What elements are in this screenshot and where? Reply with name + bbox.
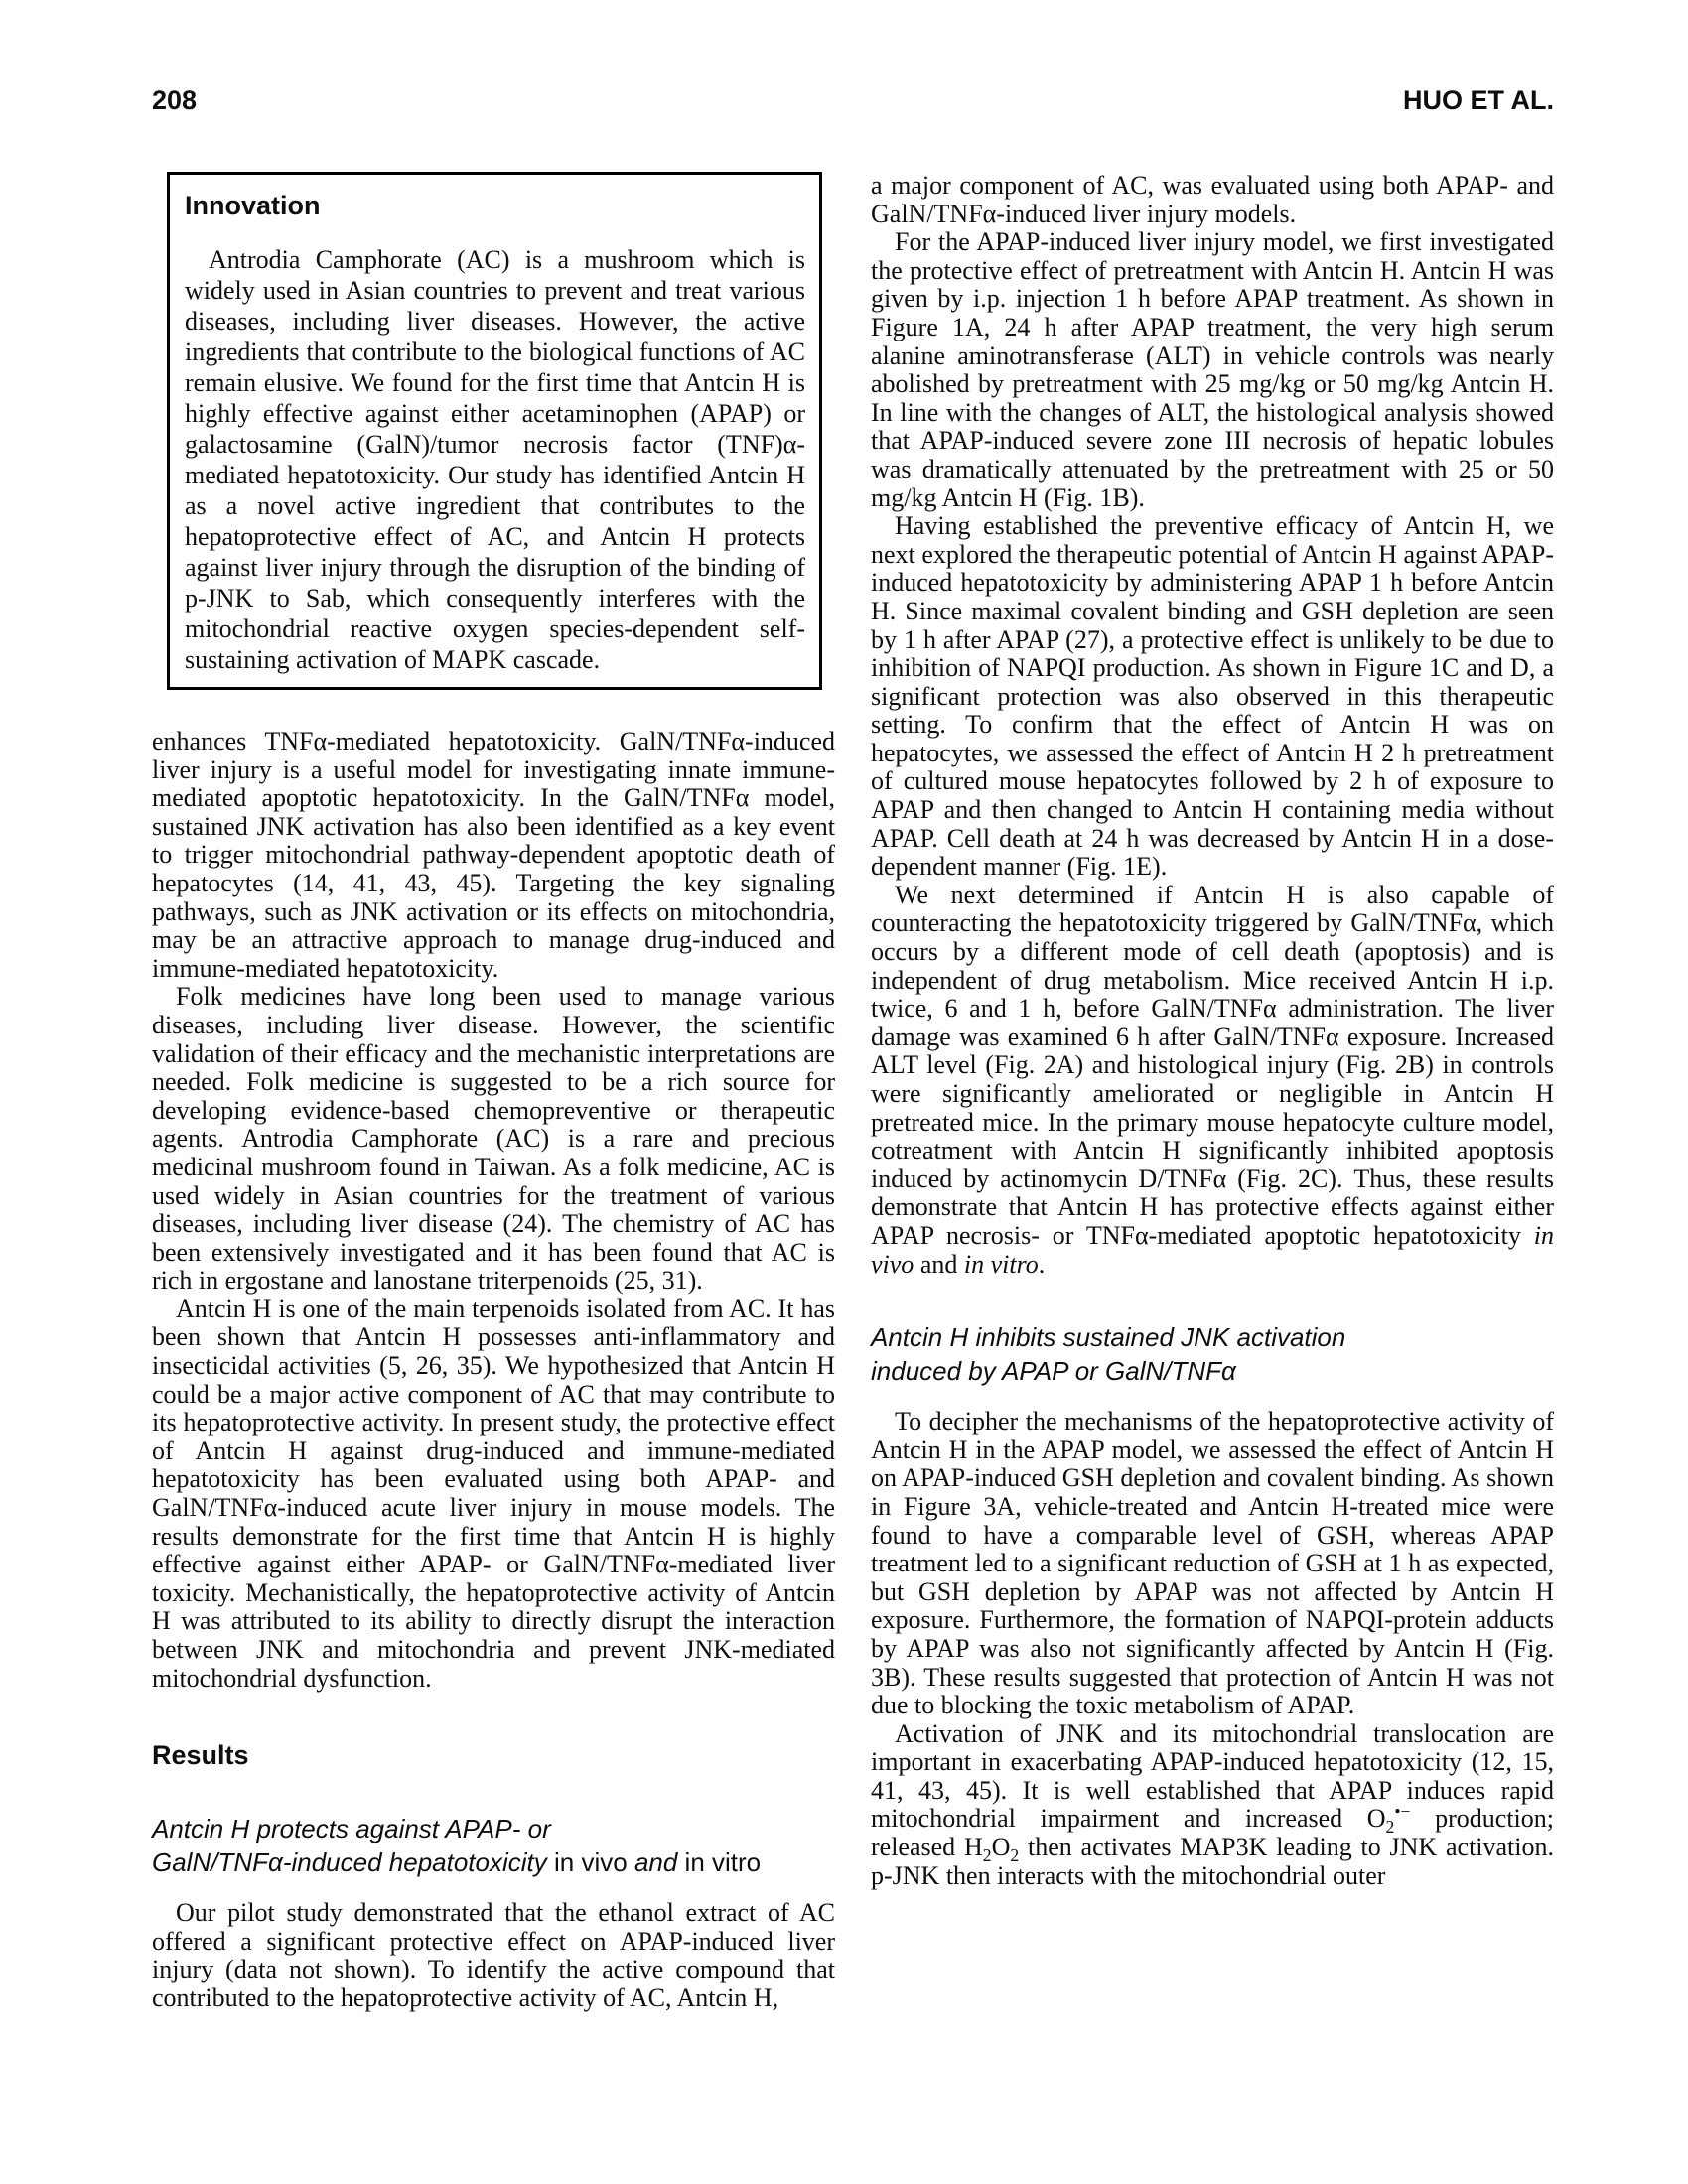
running-head-authors: HUO ET AL. (1403, 85, 1554, 115)
innovation-box (167, 172, 822, 690)
right-column (871, 172, 1554, 2013)
paragraph-continuation: enhances TNFα-mediated hepatotoxicity. GalN/TNFα-induced liver injury is a useful model for investigating innate immune-mediated apoptotic hepatotoxicity. In the GalN/TNFα model, sustained JNK activation has also been identified as a key event to trigger mitochondrial pathway-dependent apoptotic death of hepatocytes (14, 41, 43, 45). Targeting the key signaling pathways, such as JNK activation or its effects on mitochondria, may be an attractive approach to manage drug-induced and immune-mediated hepatotoxicity. (152, 727, 835, 983)
paragraph-counteracting-galn-tnfa: We next determined if Antcin H is also capable of counteracting the hepatotoxicity triggered by GalN/TNFα, which occurs by a different mode of cell death (apoptosis) and is independent of drug metabolism. Mice received Antcin H i.p. twice, 6 and 1 h, before GalN/TNFα administration. The liver damage was examined 6 h after GalN/TNFα exposure. Increased ALT level (Fig. 2A) and histological injury (Fig. 2B) in controls were significantly ameliorated or negligible in Antcin H pretreated mice. In the primary mouse hepatocyte culture model, cotreatment with Antcin H significantly inhibited apoptosis induced by actinomycin D/TNFα (Fig. 2C). Thus, these results demonstrate that Antcin H has protective effects against either APAP necrosis- or TNFα-mediated apoptotic hepatotoxicity in vivo and in vitro. (871, 880, 1554, 1279)
subsection-heading-jnk-activation: Antcin H inhibits sustained JNK activation induced by APAP or GalN/TNFα (871, 1322, 1346, 1387)
results-section-heading: Results (152, 1740, 249, 1771)
paragraph-pilot-study: Our pilot study demonstrated that the ethanol extract of AC offered a significant protective effect on APAP-induced liver injury (data not shown). To identify the active compound that contributed to the hepatoprotective activity of AC, Antcin H, (152, 1898, 835, 2012)
paragraph-antcin-h-intro: Antcin H is one of the main terpenoids isolated from AC. It has been shown that Antcin H possesses anti-inflammatory and insecticidal activities (5, 26, 35). We hypothesized that Antcin H could be a major active component of AC that may contribute to its hepatoprotective activity. In present study, the protective effect of Antcin H against drug-induced and immune-mediated hepatotoxicity has been evaluated using both APAP- and GalN/TNFα-induced acute liver injury in mouse models. The results demonstrate for the first time that Antcin H is highly effective against either APAP- or GalN/TNFα-mediated liver toxicity. Mechanistically, the hepatoprotective activity of Antcin H was attributed to its ability to directly disrupt the interaction between JNK and mitochondria and prevent JNK-mediated mitochondrial dysfunction. (152, 1294, 835, 1693)
paragraph-jnk-translocation: Activation of JNK and its mitochondrial translocation are important in exacerbating APAP-induced hepatotoxicity (12, 15, 41, 43, 45). It is well established that APAP induces rapid mitochondrial impairment and increased $O_2^{•-}$ production; released $H_2O_2$ then activates MAP3K leading to JNK activation. p-JNK then interacts with the mitochondrial outer (871, 1718, 1555, 1890)
paragraph-apap-model: For the APAP-induced liver injury model, we first investigated the protective effect of pretreatment with Antcin H. Antcin H was given by i.p. injection 1 h before APAP treatment. As shown in Figure 1A, 24 h after APAP treatment, the very high serum alanine aminotransferase (ALT) in vehicle controls was nearly abolished by pretreatment with 25 mg/kg or 50 mg/kg Antcin H. In line with the changes of ALT, the histological analysis showed that APAP-induced severe zone III necrosis of hepatic lobules was dramatically attenuated by the pretreatment with 25 or 50 mg/kg Antcin H (Fig. 1B). (871, 227, 1554, 512)
paragraph-having-established: Having established the preventive efficacy of Antcin H, we next explored the therapeutic potential of Antcin H against APAP-induced hepatotoxicity by administering APAP 1 h before Antcin H. Since maximal covalent binding and GSH depletion are seen by 1 h after APAP (27), a protective effect is unlikely to be due to inhibition of NAPQI production. As shown in Figure 1C and D, a significant protection was also observed in this therapeutic setting. To confirm that the effect of Antcin H was on hepatocytes, we assessed the effect of Antcin H 2 h pretreatment of cultured mouse hepatocytes followed by 2 h of exposure to APAP and then changed to Antcin H containing media without APAP. Cell death at 24 h was decreased by Antcin H in a dose-dependent manner (Fig. 1E). (871, 511, 1554, 882)
paragraph-continuation: a major component of AC, was evaluated using both APAP- and GalN/TNFα-induced liver injury models. (871, 171, 1554, 228)
left-column (152, 172, 835, 2013)
two-column-body (152, 172, 1554, 2013)
innovation-box-title: Innovation (185, 191, 321, 220)
paragraph-decipher-mechanisms: To decipher the mechanisms of the hepatoprotective activity of Antcin H in the APAP model, we assessed the effect of Antcin H on APAP-induced GSH depletion and covalent binding. As shown in Figure 3A, vehicle-treated and Antcin H-treated mice were found to have a comparable level of GSH, whereas APAP treatment led to a significant reduction of GSH at 1 h as expected, but GSH depletion by APAP was not affected by Antcin H exposure. Furthermore, the formation of NAPQI-protein adducts by APAP was also not significantly affected by Antcin H (Fig. 3B). These results suggested that protection of Antcin H was not due to blocking the toxic metabolism of APAP. (871, 1407, 1554, 1720)
paragraph-folk-medicines: Folk medicines have long been used to manage various diseases, including liver disease. However, the scientific validation of their efficacy and the mechanistic interpretations are needed. Folk medicine is suggested to be a rich source for developing evidence-based chemopreventive or therapeutic agents. Antrodia Camphorate (AC) is a rare and precious medicinal mushroom found in Taiwan. As a folk medicine, AC is used widely in Asian countries for the treatment of various diseases, including liver disease (24). The chemistry of AC has been extensively investigated and it has been found that AC is rich in ergostane and lanostane triterpenoids (25, 31). (152, 982, 835, 1296)
subsection-heading-protects: Antcin H protects against APAP- or GalN/TNFα-induced hepatotoxicity in vivo and in vitro (152, 1814, 762, 1878)
innovation-box-body: Antrodia Camphorate (AC) is a mushroom which is widely used in Asian countries to prevent and treat various diseases, including liver diseases. However, the active ingredients that contribute to the biological functions of AC remain elusive. We found for the first time that Antcin H is highly effective against either acetaminophen (APAP) or galactosamine (GalN)/tumor necrosis factor (TNF)α-mediated hepatotoxicity. Our study has identified Antcin H as a novel active ingredient that contributes to the hepatoprotective effect of AC, and Antcin H protects against liver injury through the disruption of the binding of p-JNK to Sab, which consequently interferes with the mitochondrial reactive oxygen species-dependent self-sustaining activation of MAPK cascade. (185, 245, 805, 674)
page-number: 208 (152, 85, 198, 115)
running-header (152, 85, 1554, 115)
